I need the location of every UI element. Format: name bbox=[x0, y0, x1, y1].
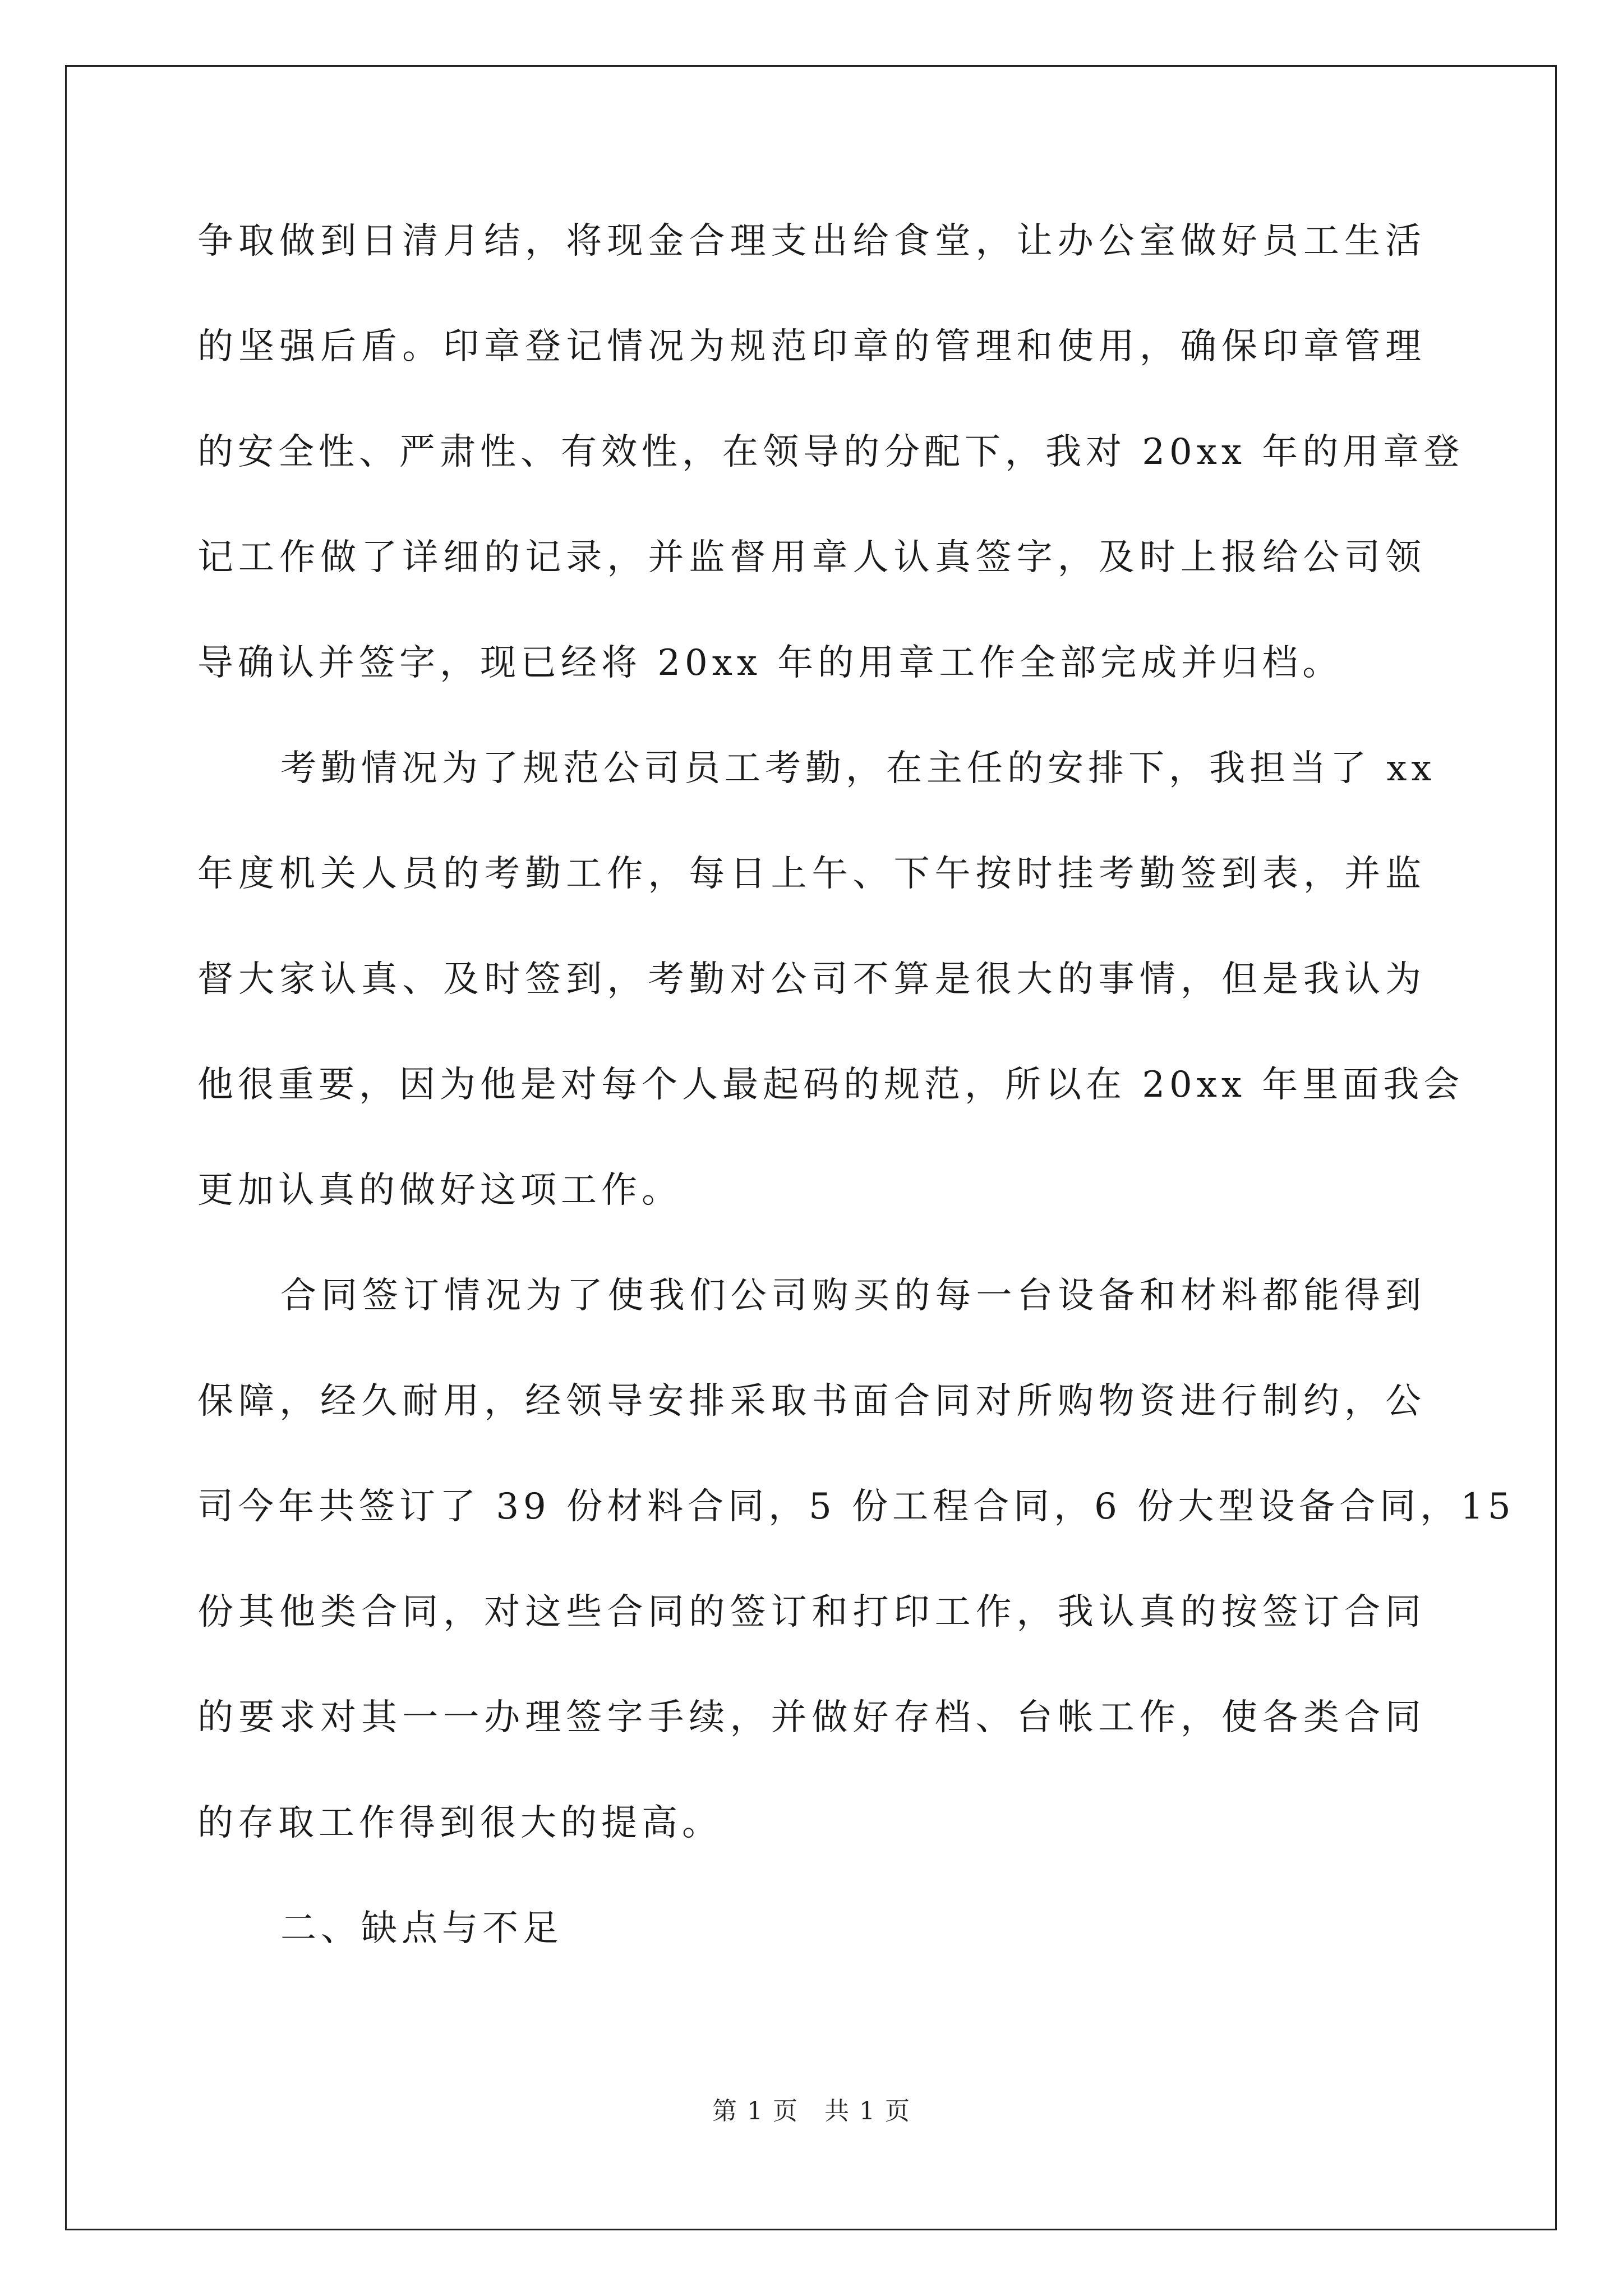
paragraph-line: 的存取工作得到很大的提高。 bbox=[197, 1802, 722, 1844]
paragraph-line: 的要求对其一一办理签字手续，并做好存档、台帐工作，使各类合同 bbox=[197, 1697, 1426, 1738]
paragraph-line: 他很重要，因为他是对每个人最起码的规范，所以在 20xx 年里面我会 bbox=[197, 1064, 1464, 1106]
paragraph-line: 的坚强后盾。印章登记情况为规范印章的管理和使用，确保印章管理 bbox=[197, 326, 1426, 367]
paragraph-line: 保障，经久耐用，经领导安排采取书面合同对所购物资进行制约，公 bbox=[197, 1381, 1426, 1422]
paragraph-line: 导确认并签字，现已经将 20xx 年的用章工作全部完成并归档。 bbox=[197, 642, 1343, 684]
paragraph-line: 争取做到日清月结，将现金合理支出给食堂，让办公室做好员工生活 bbox=[197, 220, 1426, 262]
paragraph-line: 年度机关人员的考勤工作，每日上午、下午按时挂考勤签到表，并监 bbox=[197, 853, 1426, 895]
paragraph-line: 合同签订情况为了使我们公司购买的每一台设备和材料都能得到 bbox=[280, 1275, 1426, 1317]
paragraph-line: 份其他类合同，对这些合同的签订和打印工作，我认真的按签订合同 bbox=[197, 1591, 1426, 1633]
paragraph-line: 更加认真的做好这项工作。 bbox=[197, 1170, 682, 1211]
paragraph-line: 督大家认真、及时签到，考勤对公司不算是很大的事情，但是我认为 bbox=[197, 959, 1426, 1000]
paragraph-line: 的安全性、严肃性、有效性，在领导的分配下，我对 20xx 年的用章登 bbox=[197, 431, 1464, 473]
paragraph-line: 记工作做了详细的记录，并监督用章人认真签字，及时上报给公司领 bbox=[197, 537, 1426, 578]
page-number: 第 1 页 共 1 页 bbox=[712, 2097, 911, 2125]
paragraph-line: 司今年共签订了 39 份材料合同，5 份工程合同，6 份大型设备合同，15 bbox=[197, 1486, 1515, 1527]
paragraph-line: 考勤情况为了规范公司员工考勤，在主任的安排下，我担当了 xx bbox=[280, 748, 1436, 789]
section-heading: 二、缺点与不足 bbox=[280, 1908, 563, 1949]
